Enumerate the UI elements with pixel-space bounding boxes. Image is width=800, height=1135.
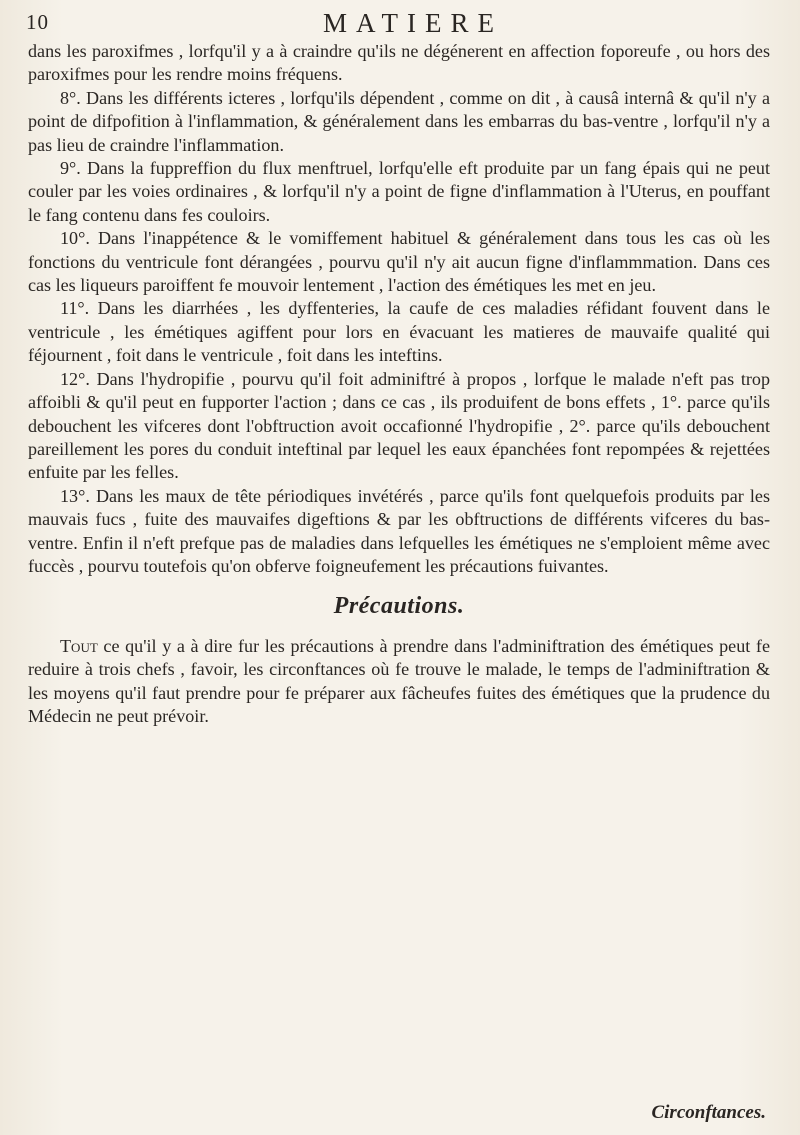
paragraph-item-12: 12°. Dans l'hydropifie , pourvu qu'il foit adminiftré à propos , lorfque le malade n'eft pas trop affoibli & qu'il peut en fupporter l'action ; dans ce cas , ils produifent de bons effets , 1°. parce qu'ils debouchent les vifceres dont l'obftruction avoit occafionné l'hydropifie , 2°. parce qu'ils debouchent pareillement les pores du conduit inteftinal par lequel les eaux épanchées font repompées & rejettées enfuite par les felles. [28, 368, 770, 483]
catchword: Circonftances. [651, 1102, 766, 1123]
body-text [28, 40, 770, 728]
section-heading: Précautions. [333, 593, 465, 620]
section-paragraph [28, 635, 770, 729]
paragraph-continuation: dans les paroxifmes , lorfqu'il y a à craindre qu'ils ne dégénerent en affection foporeufe , ou hors des paroxifmes pour les rendre moins fréquens. [28, 41, 770, 85]
section-paragraph-text: ce qu'il y a à dire fur les précautions à prendre dans l'adminiftration des émétiques peut fe reduire à trois chefs , favoir, les circonftances où fe trouve le malade, le temps de l'adminiftration & les moyens qu'il faut prendre pour fe préparer aux fâcheufes fuites des émétiques que la prudence du Médecin ne peut prévoir. [28, 635, 770, 726]
paragraph-item-13: 13°. Dans les maux de tête périodiques invétérés , parce qu'ils font quelquefois produits par les mauvais fucs , fuite des mauvaifes digeftions & par les obftructions de différents vifceres du bas-ventre. Enfin il n'eft prefque pas de maladies dans lefquelles les émétiques ne s'emploient même avec fuccès , pourvu toutefois qu'on obferve foigneufement les précautions fuivantes. [28, 485, 770, 576]
running-head [26, 10, 760, 40]
paragraph-item-8: 8°. Dans les différents icteres , lorfqu'ils dépendent , comme on dit , à causâ internâ & qu'il n'y a point de difpofition à l'inflammation, & généralement dans les embarras du bas-ventre , lorfqu'il n'y a pas lieu de craindre l'inflammation. [28, 87, 770, 155]
section-lead-word: Tout [60, 635, 98, 656]
paragraph-item-11: 11°. Dans les diarrhées , les dyffenteries, la caufe de ces maladies réfidant fouvent dans le ventricule , les émétiques agiffent pour lors en évacuant les matieres de mauvaife qualité qui féjournent , foit dans le ventricule , foit dans les inteftins. [28, 298, 770, 366]
paragraph-item-9: 9°. Dans la fuppreffion du flux menftruel, lorfqu'elle eft produite par un fang épais qui ne peut couler par les voies ordinaires , & lorfqu'il n'y a point de figne d'inflammation à l'Uterus, en pouffant le fang contenu dans fes couloirs. [28, 158, 770, 225]
page-number: 10 [26, 10, 49, 34]
running-title: MATIERE [323, 8, 503, 38]
paragraph-item-10: 10°. Dans l'inappétence & le vomiffement habituel & généralement dans tous les cas où les fonctions du ventricule font dérangées , pourvu qu'il n'y ait aucun figne d'inflammmation. Dans ces cas les liqueurs paroiffent fe mouvoir lentement , l'action des émétiques les met en jeu. [28, 228, 770, 296]
